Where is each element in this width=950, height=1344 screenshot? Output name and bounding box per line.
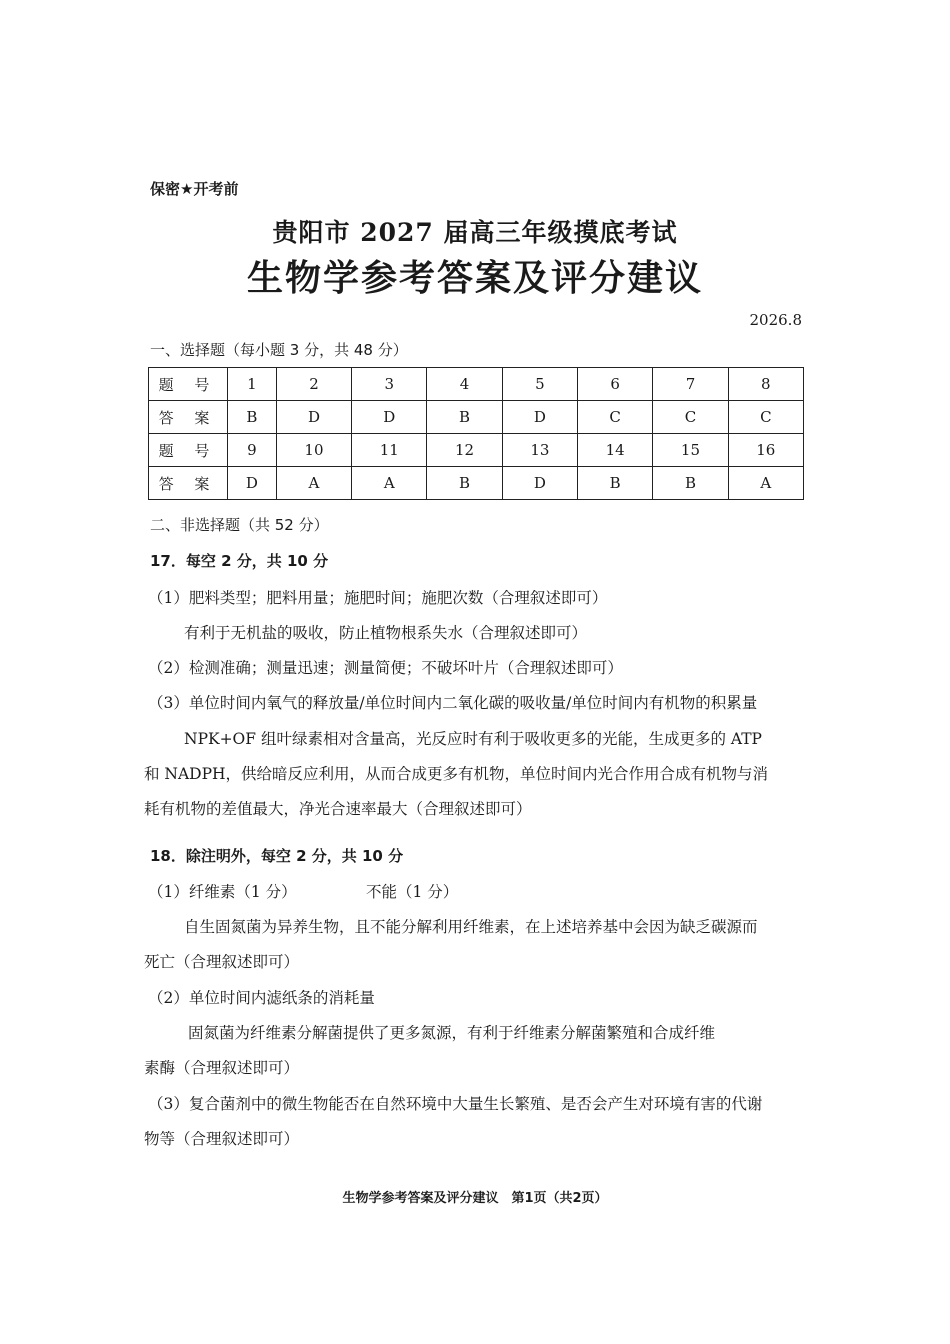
row-label-answer: 答 案 <box>149 401 228 434</box>
answer-cell: C <box>653 401 728 434</box>
question-number: 8 <box>728 368 803 401</box>
answer-cell: B <box>228 401 277 434</box>
question-number: 15 <box>653 434 728 467</box>
q17-line: 和 NADPH，供给暗反应利用，从而合成更多有机物，单位时间内光合作用合成有机物与消 <box>144 765 769 783</box>
section2-heading: 二、非选择题（共 52 分） <box>150 516 329 534</box>
table-row <box>149 368 804 401</box>
q17-line: （1）肥料类型；肥料用量；施肥时间；施肥次数（合理叙述即可） <box>148 589 608 607</box>
q18-line: 不能（1 分） <box>366 883 459 901</box>
table-row <box>149 434 804 467</box>
row-label-answer: 答 案 <box>149 467 228 500</box>
question-number: 13 <box>502 434 577 467</box>
question-number: 5 <box>502 368 577 401</box>
question-number: 3 <box>352 368 427 401</box>
answer-table <box>148 367 804 500</box>
question-number: 6 <box>578 368 653 401</box>
q17-line: NPK+OF 组叶绿素相对含量高，光反应时有利于吸收更多的光能，生成更多的 ATP <box>184 730 762 748</box>
answer-cell: C <box>578 401 653 434</box>
answer-cell: D <box>352 401 427 434</box>
document-title: 生物学参考答案及评分建议 <box>246 257 703 299</box>
question-number: 1 <box>228 368 277 401</box>
answer-cell: B <box>578 467 653 500</box>
question-number: 2 <box>276 368 351 401</box>
answer-cell: D <box>276 401 351 434</box>
q18-line: （3）复合菌剂中的微生物能否在自然环境中大量生长繁殖、是否会产生对环境有害的代谢 <box>148 1095 763 1113</box>
question-number: 12 <box>427 434 502 467</box>
question-number: 16 <box>728 434 803 467</box>
table-row <box>149 467 804 500</box>
q17-line: 有利于无机盐的吸收，防止植物根系失水（合理叙述即可） <box>184 624 588 642</box>
q18-line: （1）纤维素（1 分） <box>148 883 297 901</box>
q18-line: 固氮菌为纤维素分解菌提供了更多氮源，有利于纤维素分解菌繁殖和合成纤维 <box>188 1024 716 1042</box>
question-number: 7 <box>653 368 728 401</box>
question-number: 14 <box>578 434 653 467</box>
answer-cell: C <box>728 401 803 434</box>
answer-cell: A <box>728 467 803 500</box>
q18-line: 物等（合理叙述即可） <box>144 1130 300 1148</box>
confidential-label: 保密★开考前 <box>150 180 239 198</box>
answer-cell: D <box>228 467 277 500</box>
q18-heading: 18．除注明外，每空 2 分，共 10 分 <box>150 847 404 865</box>
answer-cell: D <box>502 401 577 434</box>
section1-heading: 一、选择题（每小题 3 分，共 48 分） <box>150 341 408 359</box>
row-label-number: 题 号 <box>149 434 228 467</box>
q17-line: （2）检测准确；测量迅速；测量简便；不破坏叶片（合理叙述即可） <box>148 659 623 677</box>
answer-cell: B <box>653 467 728 500</box>
answer-cell: D <box>502 467 577 500</box>
q18-line: 自生固氮菌为异养生物，且不能分解利用纤维素，在上述培养基中会因为缺乏碳源而 <box>184 918 758 936</box>
table-row <box>149 401 804 434</box>
q18-line: 死亡（合理叙述即可） <box>144 953 300 971</box>
answer-cell: A <box>352 467 427 500</box>
question-number: 4 <box>427 368 502 401</box>
answer-cell: A <box>276 467 351 500</box>
exam-date: 2026.8 <box>749 311 802 329</box>
q18-line: 素酶（合理叙述即可） <box>144 1059 300 1077</box>
answer-cell: B <box>427 401 502 434</box>
q17-line: 耗有机物的差值最大，净光合速率最大（合理叙述即可） <box>144 800 532 818</box>
question-number: 11 <box>352 434 427 467</box>
exam-title: 贵阳市 2027 届高三年级摸底考试 <box>272 218 678 247</box>
q17-line: （3）单位时间内氧气的释放量/单位时间内二氧化碳的吸收量/单位时间内有机物的积累量 <box>148 694 758 712</box>
question-number: 9 <box>228 434 277 467</box>
row-label-number: 题 号 <box>149 368 228 401</box>
q17-heading: 17．每空 2 分，共 10 分 <box>150 552 329 570</box>
page-footer: 生物学参考答案及评分建议 第1页（共2页） <box>342 1191 608 1206</box>
answer-cell: B <box>427 467 502 500</box>
q18-line: （2）单位时间内滤纸条的消耗量 <box>148 989 375 1007</box>
question-number: 10 <box>276 434 351 467</box>
